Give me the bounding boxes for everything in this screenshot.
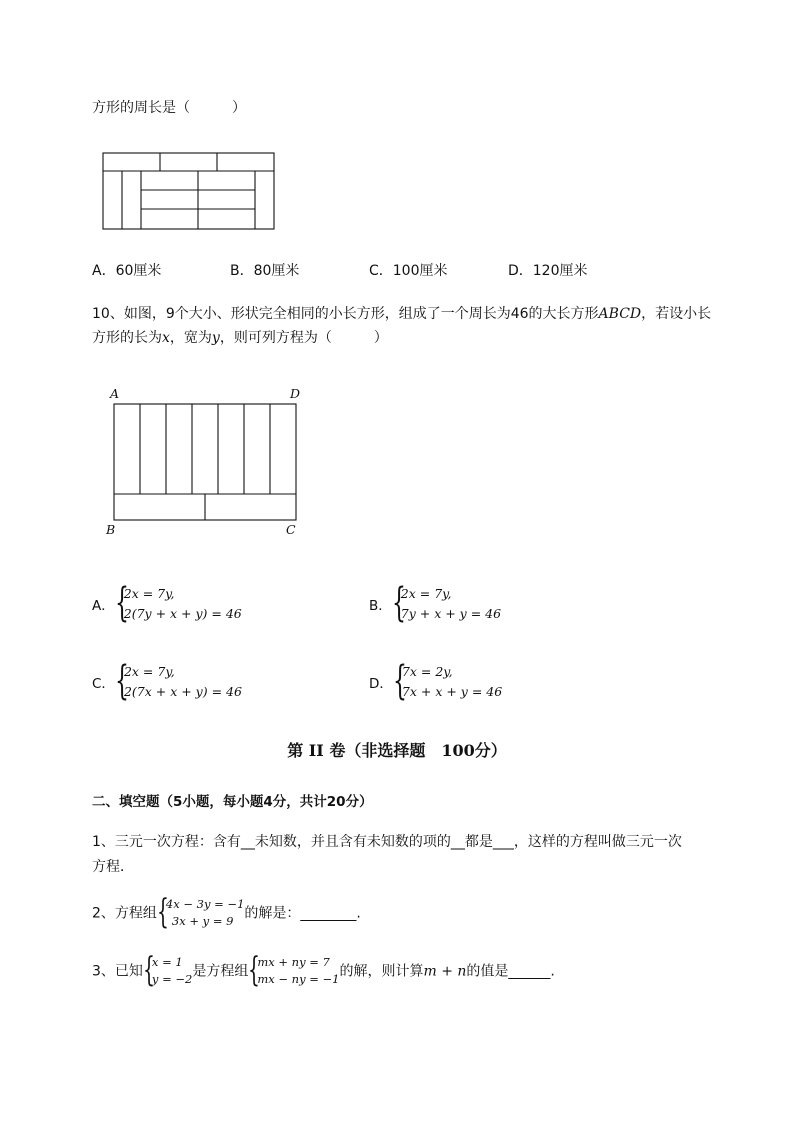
q10-label-b: B [106, 522, 116, 537]
fill3-suffix-b: 的值是______. [466, 963, 555, 980]
q10-option-c [92, 658, 242, 704]
q10-option-b-eq2: 7y + x + y = 46 [400, 606, 502, 621]
q10-stem-line1-a: 10、如图，9个大小、形状完全相同的小长方形，组成了一个周长为46的大长方形 [92, 306, 599, 322]
fill2 [92, 892, 361, 932]
q10-stem-line2-a: 方形的长为 [92, 330, 162, 346]
q10-option-b-letter: B． [369, 598, 392, 614]
left-brace-icon: { [391, 580, 406, 626]
fill3-solution [142, 950, 193, 990]
q10-stem-line2-c: ，则可列方程为（ ） [219, 330, 388, 346]
q10-option-b [369, 580, 502, 626]
q9-stem-tail: 方形的周长是（ ） [92, 100, 246, 116]
q10-option-a-eq2: 2(7y + x + y) = 46 [123, 606, 242, 621]
q10-label-d: D [290, 386, 301, 401]
q9-option-b: B．80厘米 [230, 263, 300, 279]
q10-option-a [92, 580, 242, 626]
fill3-e2: mx − ny = −1 [257, 972, 340, 986]
fill3-expr: m + n [423, 963, 467, 980]
left-brace-icon: { [156, 892, 169, 932]
q10-option-c-eq2: 2(7x + x + y) = 46 [123, 684, 242, 699]
fill3-s1: x = 1 [151, 955, 183, 969]
q10-option-d [369, 658, 503, 704]
fill2-system [156, 892, 245, 932]
q10-option-b-eq1: 2x = 7y, [400, 586, 452, 601]
fill1-line2: 方程． [92, 859, 134, 875]
fill2-eq2: 3x + y = 9 [171, 914, 234, 928]
q9-option-a: A．60厘米 [92, 263, 162, 279]
q10-option-d-eq2: 7x + x + y = 46 [401, 684, 503, 699]
fill1-line1: 1、三元一次方程：含有__未知数，并且含有未知数的项的__都是___，这样的方程叫做三元一次 [92, 834, 682, 850]
q10-option-d-letter: D． [369, 676, 393, 692]
fill2-prefix: 2、方程组 [92, 905, 157, 922]
q9-figure [100, 150, 278, 232]
left-brace-icon: { [114, 658, 129, 704]
q10-option-d-system [392, 658, 503, 704]
fill3-e1: mx + ny = 7 [257, 955, 330, 969]
q10-option-c-eq1: 2x = 7y, [123, 664, 175, 679]
fill3-s2: y = −2 [151, 972, 193, 986]
part2-title: 第 II 卷（非选择题 100分） [287, 741, 507, 760]
fill3-middle: 是方程组 [192, 963, 249, 980]
fill3 [92, 950, 555, 990]
q10-var-y: y [211, 330, 220, 346]
q10-label-c: C [286, 522, 296, 537]
fill2-eq1: 4x − 3y = −1 [165, 897, 245, 911]
q9-outer-rect [103, 153, 274, 229]
q10-stem-line1 [92, 304, 711, 324]
q10-label-a: A [110, 386, 120, 401]
q10-option-c-system [114, 658, 242, 704]
q9-option-d: D．120厘米 [508, 263, 588, 279]
fill3-prefix: 3、已知 [92, 963, 143, 980]
q10-stem-line2-b: ，宽为 [169, 330, 212, 346]
fill3-system [248, 950, 340, 990]
q10-option-d-eq1: 7x = 2y, [401, 664, 453, 679]
q10-option-c-letter: C． [92, 676, 115, 692]
left-brace-icon: { [248, 950, 261, 990]
section-heading: 二、填空题（5小题，每小题4分，共计20分） [92, 794, 373, 810]
q10-var-x: x [162, 330, 170, 346]
q10-option-b-system [391, 580, 502, 626]
q10-stem-line2 [92, 328, 388, 348]
fill2-suffix: 的解是：________. [244, 905, 361, 922]
q10-var-abcd: ABCD [598, 306, 642, 322]
q10-stem-line1-b: ，若设小长 [641, 306, 712, 322]
q10-option-a-letter: A． [92, 598, 115, 614]
q10-figure [104, 384, 304, 540]
left-brace-icon: { [392, 658, 407, 704]
left-brace-icon: { [114, 580, 129, 626]
q9-option-c: C．100厘米 [369, 263, 448, 279]
q10-option-a-eq1: 2x = 7y, [123, 586, 175, 601]
q10-option-a-system [114, 580, 242, 626]
fill3-suffix-a: 的解，则计算 [339, 963, 424, 980]
left-brace-icon: { [142, 950, 155, 990]
